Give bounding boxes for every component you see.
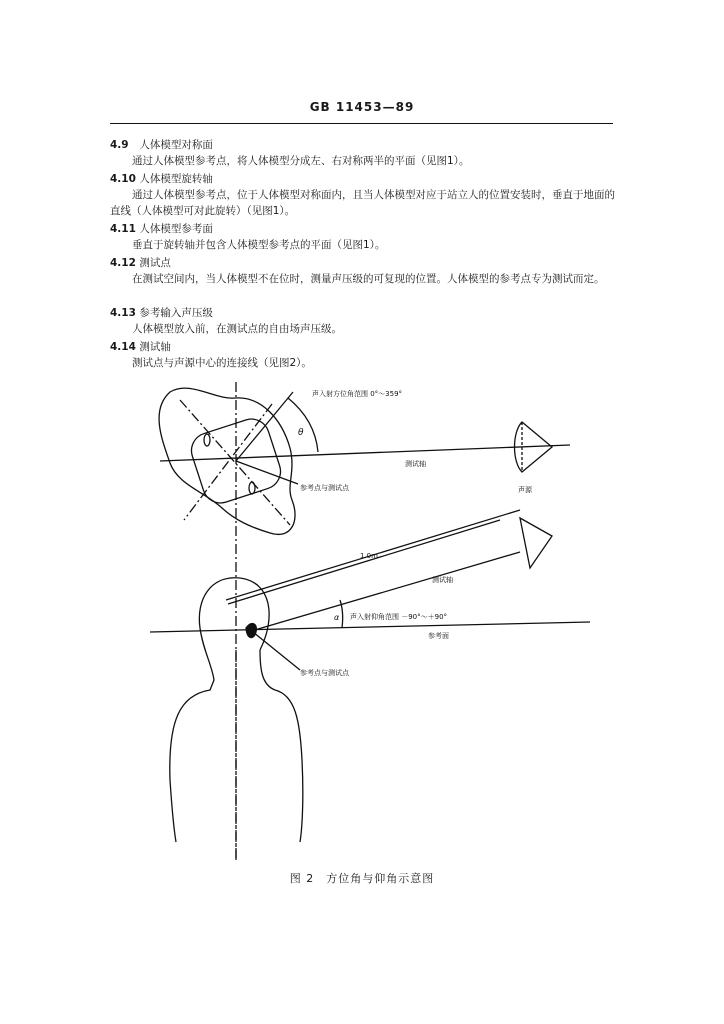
side-test-axis-label: 测试轴 (432, 576, 453, 584)
diagonal-axis-a (180, 400, 290, 525)
elevation-range-label: 声入射仰角范围 －90°～＋90° (350, 613, 448, 621)
ear-left (204, 434, 210, 446)
section-body: 人体模型放入前，在测试点的自由场声压级。 (132, 323, 342, 335)
side-ref-point-label: 参考点与测试点 (300, 669, 349, 677)
section-body: 垂直于旋转轴并包含人体模型参考点的平面（见图1）。 (132, 239, 386, 251)
top-test-axis-label: 测试轴 (405, 460, 426, 468)
section-title: 人体模型旋转轴 (139, 173, 213, 185)
section-number: 4.10 (110, 173, 136, 185)
source-label: 声源 (518, 486, 532, 494)
section-number: 4.14 (110, 341, 136, 353)
head-top-outline (159, 388, 295, 534)
section-title: 测试轴 (139, 341, 171, 353)
ref-plane-label: 参考面 (428, 632, 449, 640)
section-body: 测试点与声源中心的连接线（见图2）。 (132, 357, 312, 369)
alpha-label: α (334, 613, 340, 622)
diagonal-axis-b (184, 404, 272, 520)
ref-point-leader (236, 461, 298, 484)
section-title: 参考输入声压级 (139, 307, 213, 319)
section-title: 测试点 (139, 257, 171, 269)
standard-number: GB 11453—89 (309, 100, 415, 114)
top-ref-point-label: 参考点与测试点 (300, 484, 349, 492)
section-body: 在测试空间内，当人体模型不在位时，测量声压级的可复现的位置。人体模型的参考点专为测试而定。 (132, 273, 605, 285)
sound-source-side-icon (520, 518, 552, 568)
figure-caption: 图 2 方位角与仰角示意图 (289, 872, 435, 885)
section-number: 4.11 (110, 223, 136, 235)
section-title: 人体模型对称面 (139, 139, 213, 151)
theta-label: θ (298, 428, 304, 438)
section-number: 4.9 (110, 139, 129, 151)
section-body: 通过人体模型参考点，位于人体模型对称面内，且当人体模型对应于站立人的位置安装时，垂直于地面的直线（人体模型可对此旋转）（见图1）。 (110, 189, 615, 217)
azimuth-arc (288, 398, 318, 452)
ear-right (249, 482, 255, 494)
section-number: 4.13 (110, 307, 136, 319)
section-number: 4.12 (110, 257, 136, 269)
section-title: 人体模型参考面 (139, 223, 213, 235)
ref-plane-line (150, 622, 590, 632)
section-body: 通过人体模型参考点，将人体模型分成左、右对称两半的平面（见图1）。 (132, 155, 470, 167)
azimuth-range-label: 声入射方位角范围 0°～359° (312, 390, 403, 398)
distance-label: 1.0m (360, 552, 378, 560)
azimuth-leader (236, 392, 293, 461)
